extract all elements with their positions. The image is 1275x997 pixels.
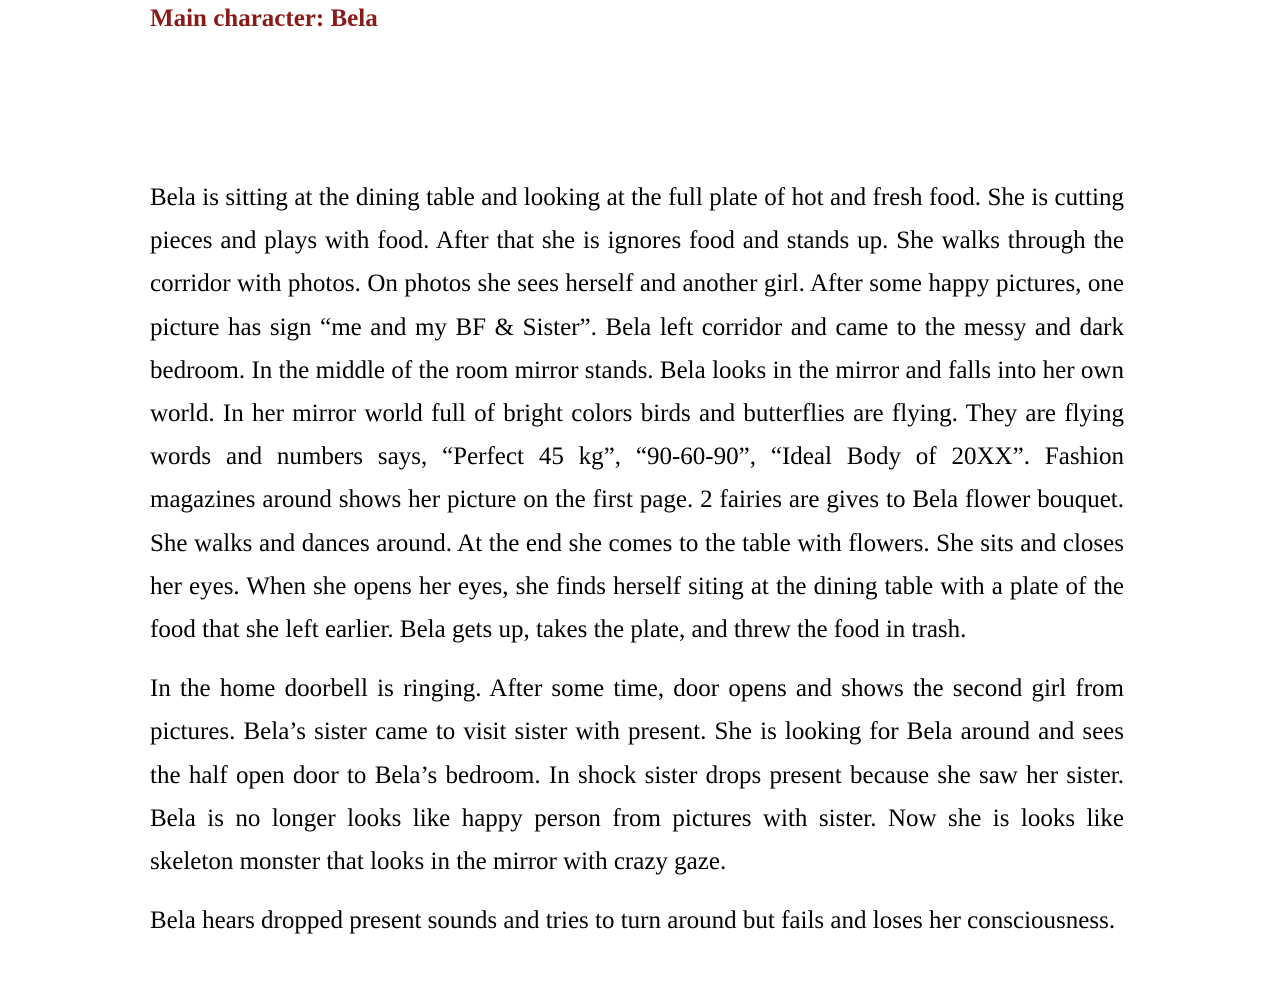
story-body — [150, 176, 1124, 958]
story-paragraph-3: Bela hears dropped present sounds and tries to turn around but fails and loses her consciousness. — [150, 907, 1116, 935]
story-paragraph-2: In the home doorbell is ringing. After some time, door opens and shows the second girl from pictures. Bela’s sister came to visit sister with present. She is looking for Bela around and sees the half open door to Bela’s bedroom. In shock sister drops present because she saw her sister. Bela is no longer looks like happy person from pictures with sister. Now she is looks like skeleton monster that looks in the mirror with crazy gaze. — [150, 675, 1124, 876]
page-heading: Main character: Bela — [150, 5, 378, 32]
story-paragraph-1: Bela is sitting at the dining table and looking at the full plate of hot and fresh food. She is cutting pieces and plays with food. After that she is ignores food and stands up. She walks through the corridor with photos. On photos she sees herself and another girl. After some happy pictures, one picture has sign “me and my BF & Sister”. Bela left corridor and came to the messy and dark bedroom. In the middle of the room mirror stands. Bela looks in the mirror and falls into her own world. In her mirror world full of bright colors birds and butterflies are flying. They are flying words and numbers says, “Perfect 45 kg”, “90-60-90”, “Ideal Body of 20XX”. Fashion magazines around shows her picture on the first page. 2 fairies are gives to Bela flower bouquet. She walks and dances around. At the end she comes to the table with flowers. She sits and closes her eyes. When she opens her eyes, she finds herself siting at the dining table with a plate of the food that she left earlier. Bela gets up, takes the plate, and threw the food in trash. — [150, 184, 1124, 644]
